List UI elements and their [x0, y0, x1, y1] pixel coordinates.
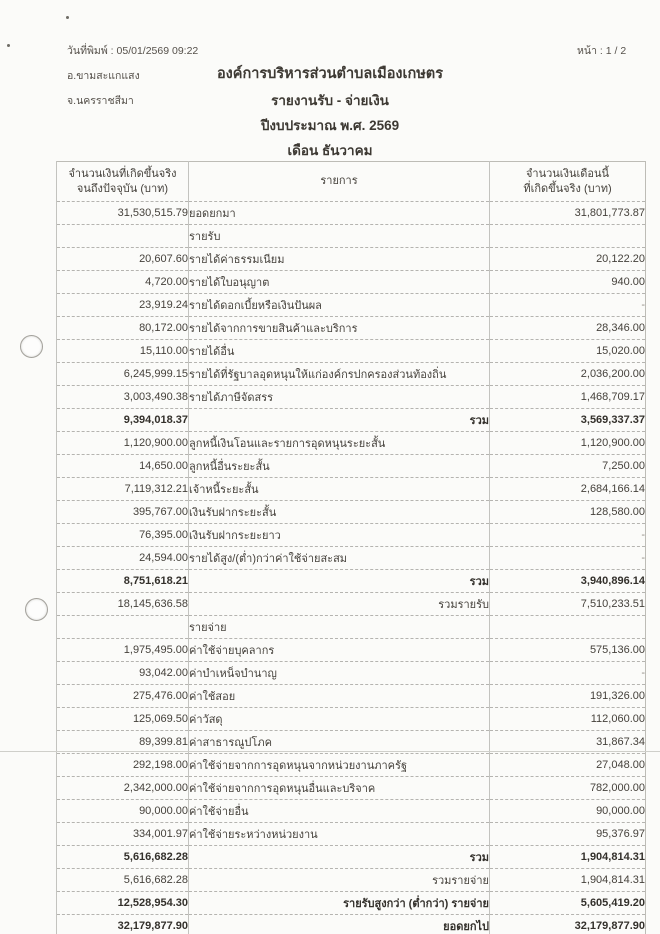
- table-row: [57, 777, 646, 800]
- table-row: [57, 409, 646, 432]
- item-label-cell: รายได้อื่น: [189, 340, 490, 363]
- amount-this-month-cell: 940.00: [490, 271, 646, 294]
- organization-title: องค์การบริหารส่วนตำบลเมืองเกษตร: [216, 66, 444, 82]
- col-header-line: ที่เกิดขึ้นจริง (บาท): [523, 182, 612, 195]
- amount-to-date-cell: 15,110.00: [57, 340, 189, 363]
- item-label-cell: รวม: [189, 570, 490, 593]
- item-label-cell: รายได้ที่รัฐบาลอุดหนุนให้แก่องค์กรปกครองส่วนท้องถิ่น: [189, 363, 490, 386]
- amount-this-month-cell: 32,179,877.90: [490, 915, 646, 934]
- item-label-cell: ค่าใช้จ่ายระหว่างหน่วยงาน: [189, 823, 490, 846]
- table-header-row: [57, 162, 646, 202]
- amount-to-date-cell: [57, 616, 189, 639]
- amount-to-date-cell: 1,120,900.00: [57, 432, 189, 455]
- amount-to-date-cell: 125,069.50: [57, 708, 189, 731]
- amount-to-date-cell: 292,198.00: [57, 754, 189, 777]
- item-label-cell: ค่าใช้จ่ายอื่น: [189, 800, 490, 823]
- table-row: [57, 478, 646, 501]
- amount-this-month-cell: 90,000.00: [490, 800, 646, 823]
- item-label-cell: ค่าใช้จ่ายจากการอุดหนุนจากหน่วยงานภาครัฐ: [189, 754, 490, 777]
- amount-this-month-cell: 1,120,900.00: [490, 432, 646, 455]
- item-label-cell: เงินรับฝากระยะสั้น: [189, 501, 490, 524]
- amount-this-month-cell: [490, 225, 646, 248]
- col-header-amount-this-month: [490, 162, 646, 202]
- item-label-cell: เงินรับฝากระยะยาว: [189, 524, 490, 547]
- amount-this-month-cell: 782,000.00: [490, 777, 646, 800]
- amount-to-date-cell: 24,594.00: [57, 547, 189, 570]
- amount-to-date-cell: 12,528,954.30: [57, 892, 189, 915]
- amount-to-date-cell: 23,919.24: [57, 294, 189, 317]
- amount-this-month-cell: 5,605,419.20: [490, 892, 646, 915]
- amount-to-date-cell: 4,720.00: [57, 271, 189, 294]
- amount-this-month-cell: 2,036,200.00: [490, 363, 646, 386]
- amount-to-date-cell: 90,000.00: [57, 800, 189, 823]
- table-row: [57, 846, 646, 869]
- amount-to-date-cell: 6,245,999.15: [57, 363, 189, 386]
- amount-this-month-cell: 95,376.97: [490, 823, 646, 846]
- amount-to-date-cell: 93,042.00: [57, 662, 189, 685]
- table-row: [57, 317, 646, 340]
- amount-to-date-cell: [57, 225, 189, 248]
- table-row: [57, 225, 646, 248]
- report-title: รายงานรับ - จ่ายเงิน: [271, 93, 389, 108]
- amount-to-date-cell: 1,975,495.00: [57, 639, 189, 662]
- amount-to-date-cell: 89,399.81: [57, 731, 189, 754]
- item-label-cell: ลูกหนี้เงินโอนและรายการอุดหนุนระยะสั้น: [189, 432, 490, 455]
- table-row: [57, 892, 646, 915]
- province-label: จ.นครราชสีมา: [67, 95, 134, 107]
- amount-this-month-cell: 3,569,337.37: [490, 409, 646, 432]
- item-label-cell: ลูกหนี้อื่นระยะสั้น: [189, 455, 490, 478]
- amount-this-month-cell: 191,326.00: [490, 685, 646, 708]
- print-date-label: วันที่พิมพ์ : 05/01/2569 09:22: [67, 45, 199, 57]
- item-label-cell: รายได้ใบอนุญาต: [189, 271, 490, 294]
- item-label-cell: ยอดยกไป: [189, 915, 490, 934]
- item-label-cell: ค่าวัสดุ: [189, 708, 490, 731]
- amount-to-date-cell: 3,003,490.38: [57, 386, 189, 409]
- table-row: [57, 501, 646, 524]
- table-row: [57, 915, 646, 934]
- table-row: [57, 340, 646, 363]
- report-table-body: [57, 202, 646, 934]
- amount-to-date-cell: 8,751,618.21: [57, 570, 189, 593]
- item-label-cell: รวม: [189, 409, 490, 432]
- item-label-cell: รายได้สูง/(ต่ำ)กว่าค่าใช้จ่ายสะสม: [189, 547, 490, 570]
- table-row: [57, 294, 646, 317]
- amount-this-month-cell: 112,060.00: [490, 708, 646, 731]
- amount-to-date-cell: 2,342,000.00: [57, 777, 189, 800]
- table-row: [57, 593, 646, 616]
- amount-to-date-cell: 14,650.00: [57, 455, 189, 478]
- amount-to-date-cell: 275,476.00: [57, 685, 189, 708]
- col-header-items: [189, 162, 490, 202]
- amount-this-month-cell: 15,020.00: [490, 340, 646, 363]
- page-number-label: หน้า : 1 / 2: [577, 45, 627, 57]
- amount-to-date-cell: 5,616,682.28: [57, 869, 189, 892]
- item-label-cell: ค่าใช้สอย: [189, 685, 490, 708]
- col-header-amount-to-date: [57, 162, 189, 202]
- table-row: [57, 363, 646, 386]
- item-label-cell: เจ้าหนี้ระยะสั้น: [189, 478, 490, 501]
- table-row: [57, 202, 646, 225]
- amount-this-month-cell: 27,048.00: [490, 754, 646, 777]
- table-row: [57, 455, 646, 478]
- amount-to-date-cell: 20,607.60: [57, 248, 189, 271]
- amount-this-month-cell: 128,580.00: [490, 501, 646, 524]
- amount-this-month-cell: 575,136.00: [490, 639, 646, 662]
- table-row: [57, 547, 646, 570]
- item-label-cell: รายได้จากการขายสินค้าและบริการ: [189, 317, 490, 340]
- amount-to-date-cell: 9,394,018.37: [57, 409, 189, 432]
- scan-speck: [7, 44, 10, 47]
- punch-hole: [25, 598, 48, 621]
- table-row: [57, 662, 646, 685]
- table-row: [57, 386, 646, 409]
- table-row: [57, 869, 646, 892]
- amount-this-month-cell: 1,468,709.17: [490, 386, 646, 409]
- table-row: [57, 432, 646, 455]
- table-row: [57, 685, 646, 708]
- amount-this-month-cell: 2,684,166.14: [490, 478, 646, 501]
- month-title: เดือน ธันวาคม: [287, 143, 373, 158]
- amount-this-month-cell: 31,801,773.87: [490, 202, 646, 225]
- table-row: [57, 616, 646, 639]
- table-row: [57, 754, 646, 777]
- item-label-cell: รายได้ภาษีจัดสรร: [189, 386, 490, 409]
- table-row: [57, 271, 646, 294]
- item-label-cell: รายได้ดอกเบี้ยหรือเงินปันผล: [189, 294, 490, 317]
- table-row: [57, 823, 646, 846]
- amount-this-month-cell: 31,867.34: [490, 731, 646, 754]
- punch-hole: [20, 335, 43, 358]
- amount-this-month-cell: 7,250.00: [490, 455, 646, 478]
- table-row: [57, 708, 646, 731]
- receipts-payments-table: [56, 161, 646, 934]
- col-header-line: รายการ: [320, 175, 358, 188]
- amount-this-month-cell: 7,510,233.51: [490, 593, 646, 616]
- table-row: [57, 248, 646, 271]
- amount-this-month-cell: -: [490, 294, 646, 317]
- amount-to-date-cell: 18,145,636.58: [57, 593, 189, 616]
- item-label-cell: รายจ่าย: [189, 616, 490, 639]
- amount-to-date-cell: 80,172.00: [57, 317, 189, 340]
- item-label-cell: รวมรายจ่าย: [189, 869, 490, 892]
- item-label-cell: รวมรายรับ: [189, 593, 490, 616]
- amount-this-month-cell: 3,940,896.14: [490, 570, 646, 593]
- item-label-cell: รายรับ: [189, 225, 490, 248]
- amount-this-month-cell: [490, 616, 646, 639]
- fiscal-year-title: ปีงบประมาณ พ.ศ. 2569: [260, 118, 400, 133]
- amount-this-month-cell: -: [490, 662, 646, 685]
- table-row: [57, 524, 646, 547]
- amount-to-date-cell: 32,179,877.90: [57, 915, 189, 934]
- district-label: อ.ขามสะแกแสง: [67, 70, 140, 82]
- amount-to-date-cell: 76,395.00: [57, 524, 189, 547]
- item-label-cell: รายรับสูงกว่า (ต่ำกว่า) รายจ่าย: [189, 892, 490, 915]
- item-label-cell: ค่าบำเหน็จบำนาญ: [189, 662, 490, 685]
- item-label-cell: รวม: [189, 846, 490, 869]
- item-label-cell: ค่าใช้จ่ายจากการอุดหนุนอื่นและบริจาค: [189, 777, 490, 800]
- amount-this-month-cell: 1,904,814.31: [490, 846, 646, 869]
- amount-this-month-cell: -: [490, 547, 646, 570]
- item-label-cell: ค่าสาธารณูปโภค: [189, 731, 490, 754]
- amount-this-month-cell: 20,122.20: [490, 248, 646, 271]
- amount-this-month-cell: -: [490, 524, 646, 547]
- amount-this-month-cell: 28,346.00: [490, 317, 646, 340]
- amount-to-date-cell: 7,119,312.21: [57, 478, 189, 501]
- amount-to-date-cell: 395,767.00: [57, 501, 189, 524]
- table-row: [57, 639, 646, 662]
- col-header-line: จนถึงปัจจุบัน (บาท): [76, 182, 169, 195]
- table-row: [57, 800, 646, 823]
- amount-to-date-cell: 334,001.97: [57, 823, 189, 846]
- scan-fold-line: [0, 751, 660, 752]
- scan-speck: [66, 16, 69, 19]
- amount-to-date-cell: 31,530,515.79: [57, 202, 189, 225]
- col-header-line: จำนวนเงินเดือนนี้: [525, 167, 610, 180]
- item-label-cell: รายได้ค่าธรรมเนียม: [189, 248, 490, 271]
- col-header-line: จำนวนเงินที่เกิดขึ้นจริง: [68, 167, 177, 180]
- table-row: [57, 570, 646, 593]
- amount-to-date-cell: 5,616,682.28: [57, 846, 189, 869]
- item-label-cell: ยอดยกมา: [189, 202, 490, 225]
- amount-this-month-cell: 1,904,814.31: [490, 869, 646, 892]
- item-label-cell: ค่าใช้จ่ายบุคลากร: [189, 639, 490, 662]
